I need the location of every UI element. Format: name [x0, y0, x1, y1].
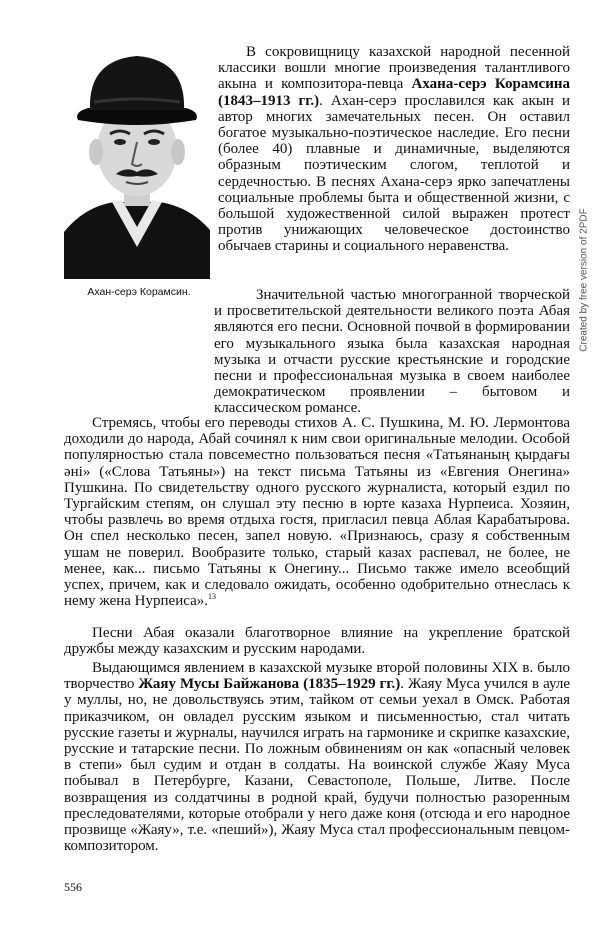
paragraph-2 — [64, 287, 570, 417]
paragraph-1-text-b: . Ахан-серэ прославился как акын и автор многих замечательных песен. Он оставил богатое музыкально-поэтическое наследие. Его песни (более 40) плавные и динамичные, выделяются образным поэтическим слогом, теплотой и сердечностью. В песнях Ахана-серэ ярко запечатлены социальные проблемы быта и общественной жизни, с большой художественной силой выражен протест против унижающих человеческое достоинство обычаев старины и социального неравенства. — [218, 92, 570, 255]
name-zhayau-musa: Жаяу Мусы Байжанова (1835–1929 гг.) — [138, 676, 401, 693]
paragraph-5-text-b: . Жаяу Муса учился в ауле у муллы, но, не довольствуясь этим, тайком от семьи уехал в Омск. Работая приказчиком, он овладел русским языком и письменностью, стал читать русские газеты и журналы, научился играть на гармонике и скрипке казахские, русские и татарские песни. По ложным обвинениям он как «опасный человек в степи» был судим и отдан в солдаты. На воинской службе Жаяу Муса побывал в Петербурге, Казани, Севастополе, Польше, Литве. После возвращения из солдатчины в родной край, будучи полностью разоренным преследователями, которые отобрали у него даже коня (отсюда и его народное прозвище «Жаяу», т.е. «пеший»), Жаяу Муса стал профессиональным певцом-композитором. — [64, 676, 570, 855]
paragraph-1-text-a: В сокровищницу казахской народной песенной классики вошли многие произведения талантливого акына и композитора-певца — [218, 44, 570, 93]
paragraph-3 — [64, 415, 570, 609]
paragraph-5 — [64, 660, 570, 854]
page-number: 556 — [64, 880, 82, 894]
footnote-ref: 13 — [207, 592, 216, 602]
portrait-photo — [64, 42, 210, 279]
photo-caption: Ахан-серэ Корамсин. — [87, 286, 191, 298]
watermark — [572, 200, 596, 360]
watermark-text: Created by free version of 2PDF — [578, 208, 590, 352]
paragraph-4 — [64, 625, 570, 657]
paragraph-5-text-a: Выдающимся явлением в казахской музыке второй половины XIX в. было творчество — [64, 660, 570, 693]
paragraph-4-text: Песни Абая оказали благотворное влияние на укрепление братской дружбы между казахским и русским народами. — [64, 625, 570, 658]
paragraph-3-text: Стремясь, чтобы его переводы стихов А. С. Пушкина, М. Ю. Лермонтова доходили до народа, Абай сочинял к ним свои оригинальные мелодии. Особой популярностью стала повсеместно пользоваться песня «Татьянаның қырдағы әні» («Слова Татьяны») на текст письма Татьяны из «Евгения Онегина» Пушкина. По свидетельству одного русского журналиста, который ездил по Тургайским степям, он слушал эту песню в юрте казаха Нурпеиса. Хозяин, чтобы развлечь во время отдыха гостя, пригласил певца Аблая Карабатырова. Он спел несколько песен, запел новую. «Признаюсь, сразу я собственным ушам не поверил. Вообразите только, старый казах распевал, не более, не менее, как... письмо Татьяны к Онегину... Письмо также имело всеобщий успех, причем, как и следовало ожидать, особенно одобрительно отнеслась к нему жена Нурпеиса». — [64, 415, 570, 610]
paragraph-2-text: Значительной частью многогранной творческой и просветительской деятельности великого поэта Абая являются его песни. Основной почвой в формировании его музыкального языка была казахская народная музыка и отчасти русские крестьянские и городские песни и профессиональная музыка в своем наиболее демократическом проявлении – бытовом и классическом романсе. — [214, 287, 570, 417]
name-ahan-sere: Ахана-серэ Корамсина (1843–1913 гг.) — [218, 76, 570, 109]
paragraph-1 — [218, 44, 570, 255]
